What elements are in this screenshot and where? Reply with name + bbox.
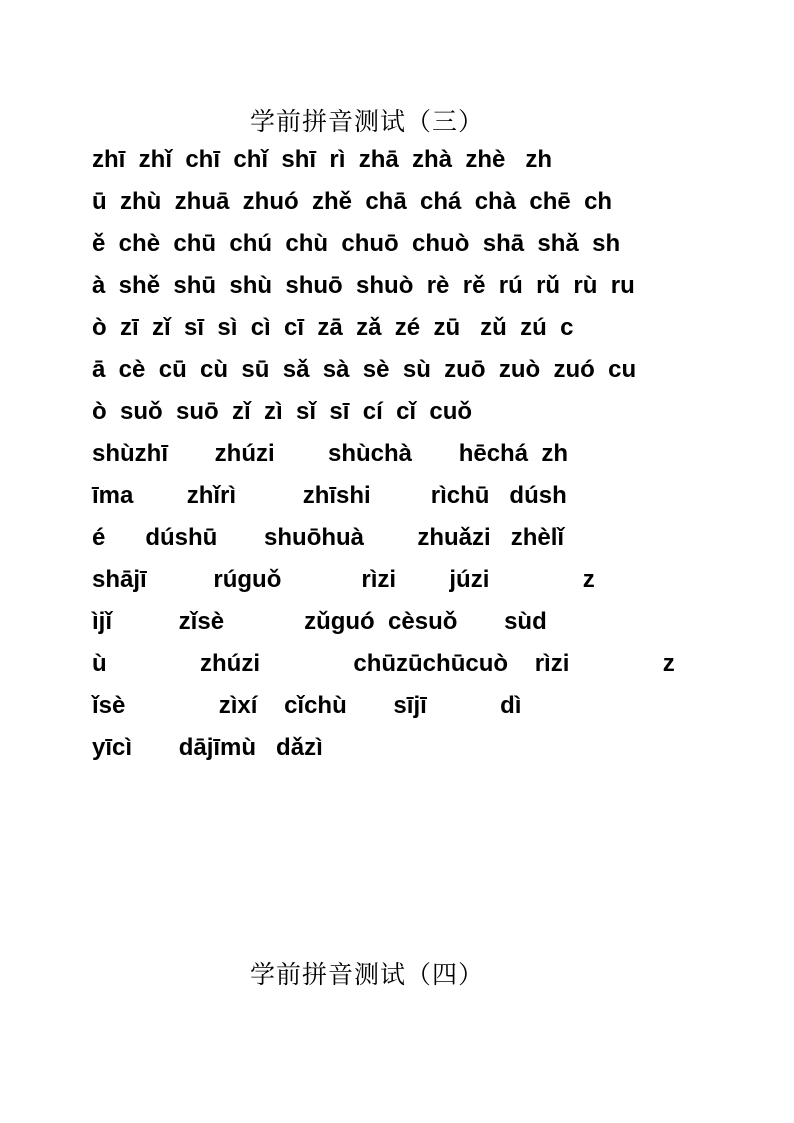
pinyin-line: shùzhī zhúzi shùchà hēchá zh [92,440,569,467]
pinyin-line: ū zhù zhuā zhuó zhě chā chá chà chē ch [92,188,613,215]
pinyin-line: ǐsè zìxí cǐchù sījī dì [92,692,522,719]
pinyin-line: īma zhǐrì zhīshi rìchū dúsh [92,482,567,509]
pinyin-line: ù zhúzi chūzūchūcuò rìzi z [92,650,675,677]
test-4-heading: 学前拼音测试（四） [250,960,485,989]
pinyin-line: ìjǐ zǐsè zǔguó cèsuǒ sùd [92,608,547,635]
pinyin-line: shājī rúguǒ rìzi júzi z [92,566,595,593]
pinyin-line: yīcì dājīmù dǎzì [92,734,323,761]
pinyin-line: ā cè cū cù sū sǎ sà sè sù zuō zuò zuó cu [92,356,637,383]
pinyin-line: à shě shū shù shuō shuò rè rě rú rǔ rù ru [92,272,635,299]
pinyin-line: ò suǒ suō zǐ zì sǐ sī cí cǐ cuǒ [92,398,473,425]
test-3-heading: 学前拼音测试（三） [250,107,485,136]
pinyin-line: ò zī zǐ sī sì cì cī zā zǎ zé zū zǔ zú c [92,314,574,341]
pinyin-practice-block [92,142,782,772]
pinyin-line: zhī zhǐ chī chǐ shī rì zhā zhà zhè zh [92,146,553,173]
pinyin-line: é dúshū shuōhuà zhuǎzi zhèlǐ [92,524,565,551]
pinyin-line: ě chè chū chú chù chuō chuò shā shǎ sh [92,230,621,257]
